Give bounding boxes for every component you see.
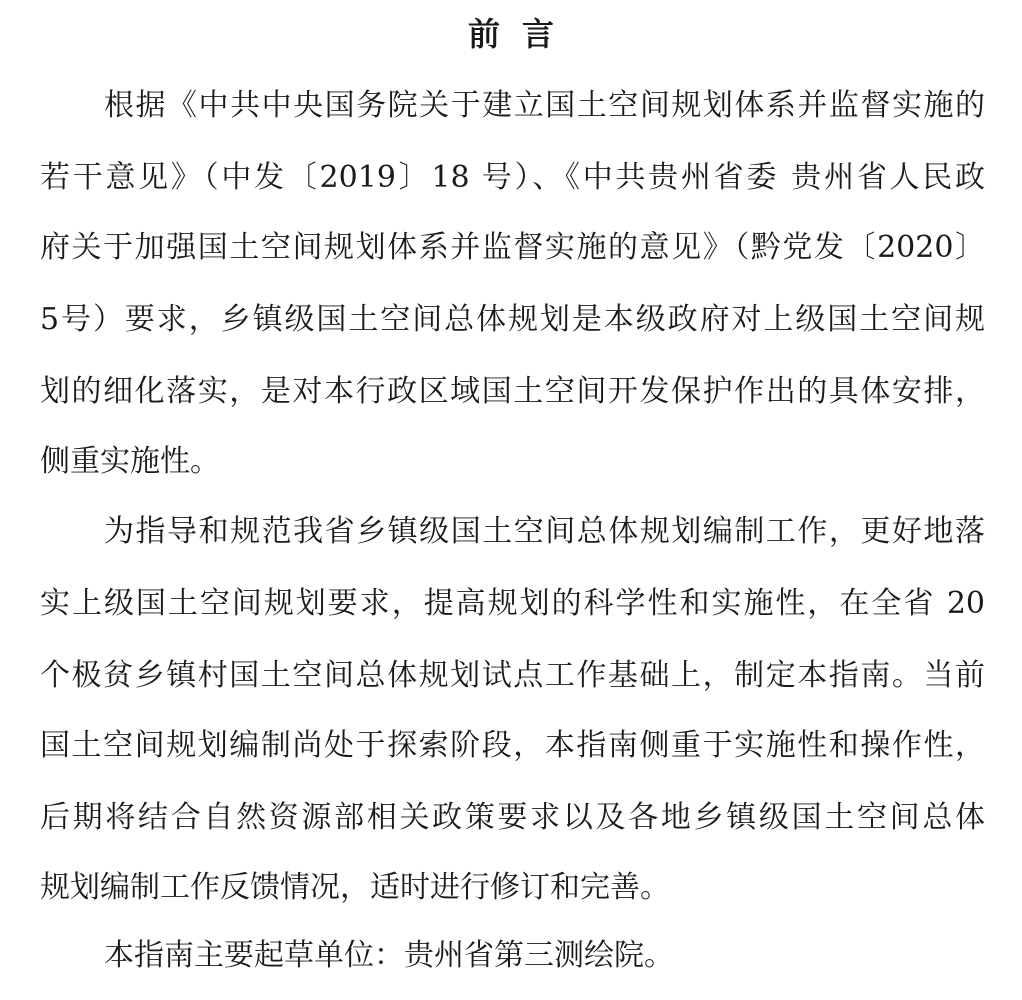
paragraph-2-line-6: 规划编制工作反馈情况，适时进行修订和完善。 [40,870,670,905]
paragraph-1-line-1: 根据《中共中央国务院关于建立国土空间规划体系并监督实施的 [104,88,985,123]
paragraph-1-line-5: 划的细化落实，是对本行政区域国土空间开发保护作出的具体安排， [40,374,985,409]
paragraph-2-line-1: 为指导和规范我省乡镇级国土空间总体规划编制工作，更好地落 [104,514,985,549]
paragraph-2-line-4: 国土空间规划编制尚处于探索阶段，本指南侧重于实施性和操作性， [40,728,985,763]
page-title: 前言 [467,15,576,53]
paragraph-1-line-4: 5号）要求，乡镇级国土空间总体规划是本级政府对上级国土空间规 [40,302,985,337]
paragraph-1-line-2: 若干意见》（中发〔2019〕18 号）、《中共贵州省委 贵州省人民政 [40,160,985,195]
paragraph-2-line-2: 实上级国土空间规划要求，提高规划的科学性和实施性，在全省 20 [40,586,985,621]
paragraph-1-line-6: 侧重实施性。 [40,444,220,479]
paragraph-2-line-5: 后期将结合自然资源部相关政策要求以及各地乡镇级国土空间总体 [40,800,985,835]
paragraph-1-line-3: 府关于加强国土空间规划体系并监督实施的意见》（黔党发〔2020〕 [40,230,985,265]
paragraph-3-line-1: 本指南主要起草单位：贵州省第三测绘院。 [104,938,674,973]
paragraph-2-line-3: 个极贫乡镇村国土空间总体规划试点工作基础上，制定本指南。当前 [40,658,985,693]
